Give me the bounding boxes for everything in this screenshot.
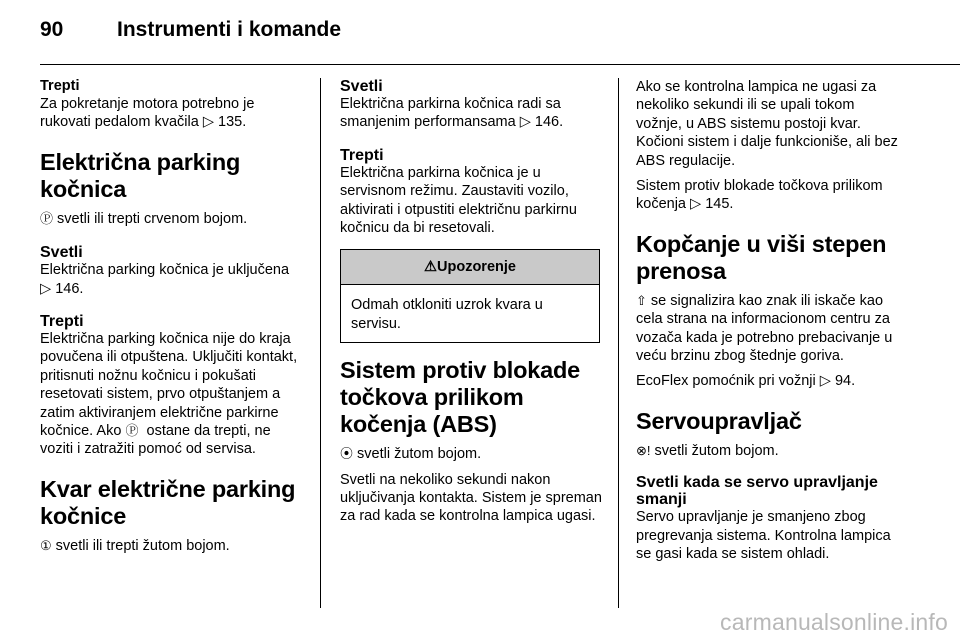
col2-flash-heading: Trepti	[340, 146, 384, 164]
epb-flash-heading: Trepti	[40, 313, 84, 331]
page-ref[interactable]: 145.	[705, 196, 734, 213]
epb-on-text: Električna parking kočnica je uključena ▷ 146.	[40, 262, 290, 297]
ref-arrow-icon: ▷	[202, 114, 214, 131]
column-2	[340, 78, 602, 526]
epb-title: Električna parking kočnica	[40, 148, 241, 202]
header-rule	[40, 64, 960, 65]
upshift-text: ⇧ se signalizira kao znak ili iskače kao cela strana na informacionom centru za vozača kada je potrebno prebacivanje u veću brzinu zbog štednje goriva.	[636, 292, 893, 365]
clutch-text: Za pokretanje motora potrebno je rukovati pedalom kvačila ▷ 135.	[40, 96, 255, 131]
col2-on-heading: Svetli	[340, 78, 383, 95]
clutch-heading: Trepti	[40, 78, 80, 94]
power-steering-icon: ⊗!	[636, 442, 651, 458]
upshift-title: Kopčanje u viši stepen prenosa	[636, 230, 887, 284]
steering-sub-heading: Svetli kada se servo upravljanje smanji	[636, 474, 878, 509]
watermark: carmanualsonline.info	[720, 609, 948, 635]
page-ref[interactable]: 94.	[834, 373, 856, 390]
col2-flash-text: Električna parkirna kočnica je u servisnom režimu. Zaustaviti vozilo, aktivirati i otpustiti električnu parkirnu kočnicu da bi resetovali.	[340, 164, 577, 237]
epb-intro: Ⓟ svetli ili trepti crvenom bojom.	[40, 210, 248, 227]
parking-brake-icon: Ⓟ	[40, 210, 54, 226]
epb-fault-intro: ① svetli ili trepti žutom bojom.	[40, 537, 230, 554]
brake-fault-icon: ①	[40, 537, 52, 553]
col2-on-text: Električna parkirna kočnica radi sa smanjenim performansama ▷ 146.	[340, 96, 564, 131]
epb-on-heading: Svetli	[40, 244, 83, 262]
ref-arrow-icon: ▷	[40, 280, 52, 297]
header-title: Instrumenti i komande	[117, 18, 342, 41]
page-ref[interactable]: 135.	[218, 114, 247, 131]
epb-flash-text: Električna parking kočnica nije do kraja povučena ili otpuštena. Uključiti kontakt, pritisnuti nožnu kočnicu i pokušati resetovati sistem, prvo otpuštanjem a zatim aktiviranjem električne parkirne kočnice. Ako Ⓟ ostane da trepti, ne voziti i zatražiti pomoć od servisa.	[40, 331, 298, 458]
parking-brake-icon: Ⓟ	[125, 423, 139, 439]
ref-arrow-icon: ▷	[690, 196, 702, 213]
abs-title: Sistem protiv blokade točkova prilikom kočenja (ABS)	[340, 357, 581, 438]
warning-label: Upozorenje	[437, 259, 516, 276]
abs-system-text: Sistem protiv blokade točkova prilikom kočenja ▷ 145.	[636, 178, 883, 213]
ecoflex-text: EcoFlex pomoćnik pri vožnji ▷ 94.	[636, 373, 856, 390]
abs-icon: ⦿	[340, 446, 354, 462]
abs-text: Svetli na nekoliko sekundi nakon uključivanja kontakta. Sistem je spreman za rad kada se kontrolna lampica ugasi.	[340, 471, 602, 525]
steering-intro: ⊗! svetli žutom bojom.	[636, 442, 779, 459]
warning-icon: ⚠	[424, 259, 438, 276]
steering-title: Servoupravljač	[636, 407, 802, 434]
page-ref[interactable]: 146.	[55, 280, 84, 297]
column-divider	[618, 78, 619, 608]
ref-arrow-icon: ▷	[819, 373, 831, 390]
warning-text: Odmah otkloniti uzrok kvara u servisu.	[351, 297, 543, 332]
warning-header	[341, 250, 599, 285]
epb-fault-title: Kvar električne parking kočnice	[40, 475, 296, 529]
upshift-icon: ⇧	[636, 292, 647, 308]
column-1	[40, 78, 302, 555]
column-3	[636, 78, 898, 564]
abs-continued-text: Ako se kontrolna lampica ne ugasi za nekoliko sekundi ili se upali tokom vožnje, u ABS sistemu postoji kvar. Kočioni sistem i dalje funkcioniše, ali bez ABS regulacije.	[636, 79, 898, 169]
page-number: 90	[40, 18, 64, 41]
ref-arrow-icon: ▷	[519, 114, 531, 131]
page-ref[interactable]: 146.	[534, 114, 564, 131]
abs-intro: ⦿ svetli žutom bojom.	[340, 446, 482, 463]
steering-text: Servo upravljanje je smanjeno zbog pregrevanja sistema. Kontrolna lampica se gasi kada se sistem ohladi.	[636, 509, 891, 563]
column-divider	[320, 78, 321, 608]
warning-box	[340, 249, 600, 343]
